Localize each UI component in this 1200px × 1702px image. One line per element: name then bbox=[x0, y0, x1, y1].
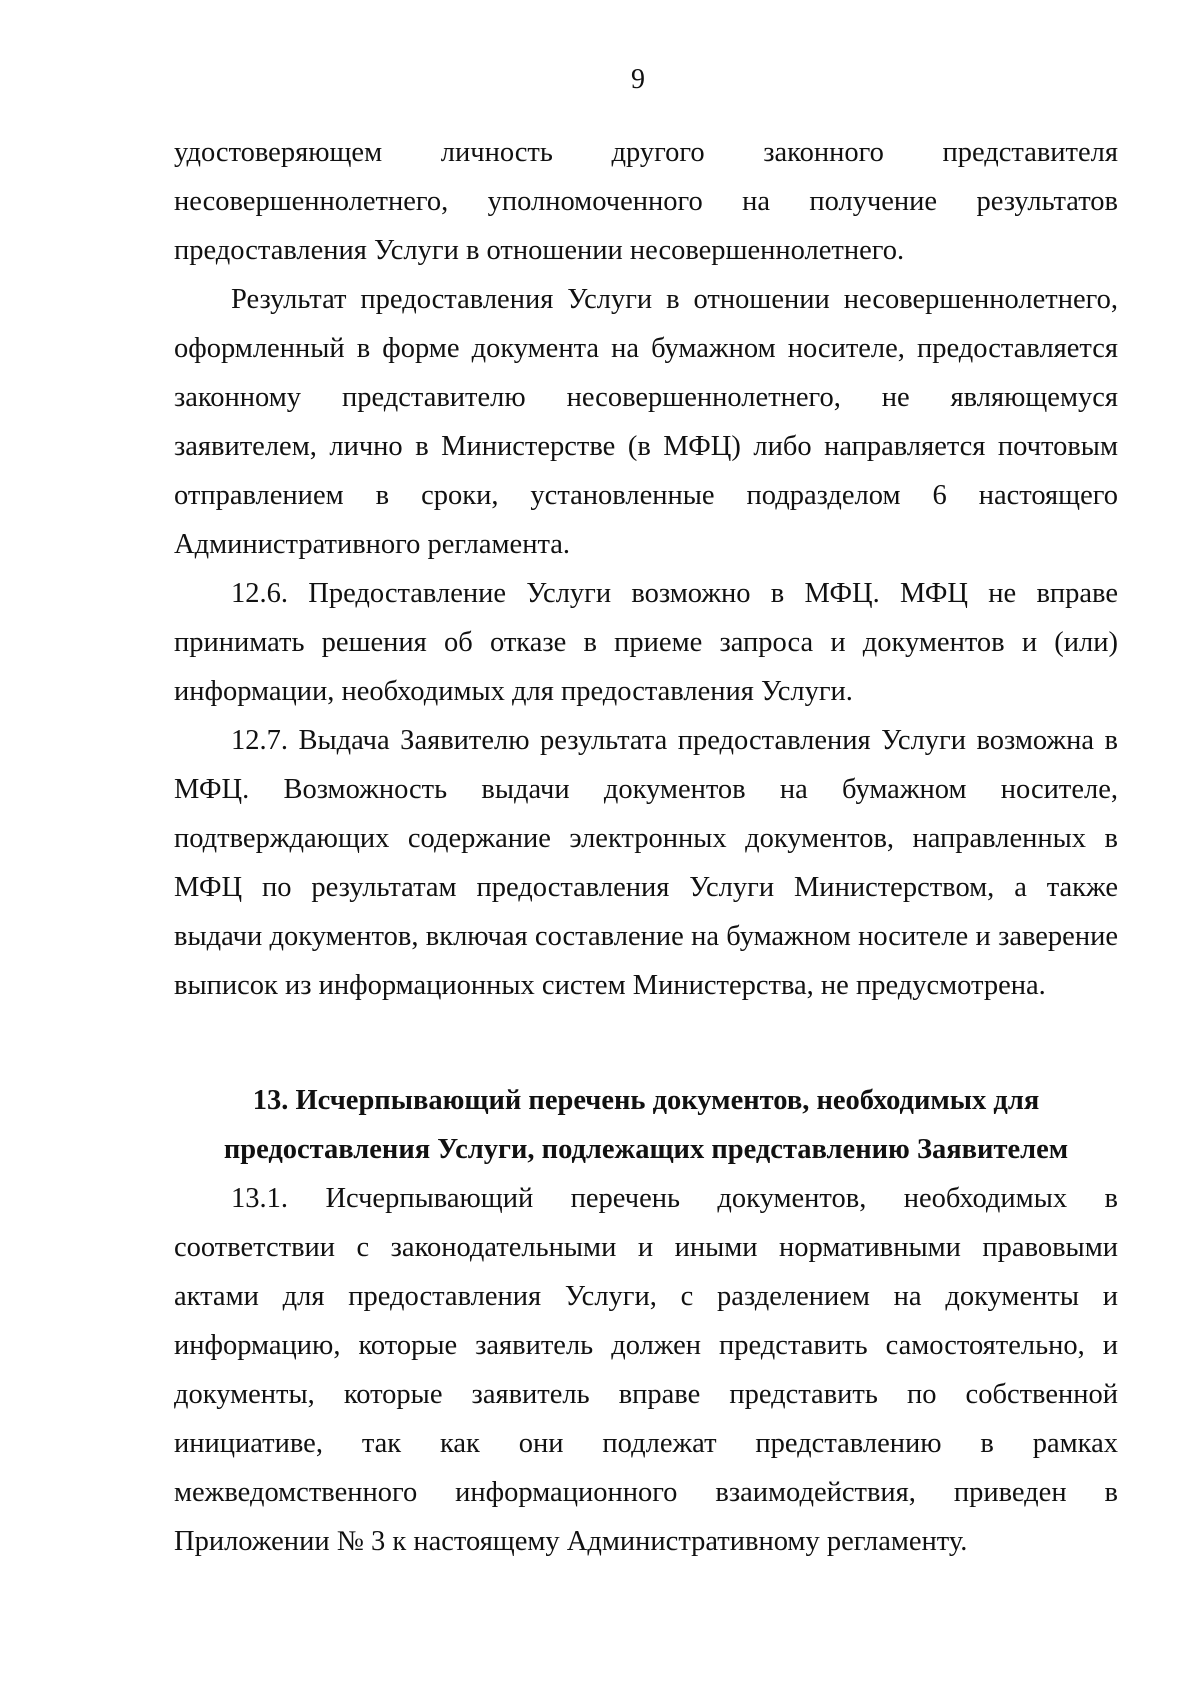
page-number: 9 bbox=[631, 64, 645, 95]
paragraph-12-6: 12.6. Предоставление Услуги возможно в МФЦ. МФЦ не вправе принимать решения об отказе в приеме запроса и документов и (или) информации, необходимых для предоставления Услуги. bbox=[174, 578, 1118, 707]
paragraph-result-delivery: Результат предоставления Услуги в отношении несовершеннолетнего, оформленный в форме документа на бумажном носителе, предоставляется законному представителю несовершеннолетнего, не являющемуся заявителем, лично в Министерстве (в МФЦ) либо направляется почтовым отправлением в сроки, установленные подразделом 6 настоящего Административного регламента. bbox=[174, 284, 1118, 560]
document-body bbox=[174, 128, 1118, 1566]
paragraph-12-7: 12.7. Выдача Заявителю результата предоставления Услуги возможна в МФЦ. Возможность выдачи документов на бумажном носителе, подтверждающих содержание электронных документов, направленных в МФЦ по результатам предоставления Услуги Министерством, а также выдачи документов, включая составление на бумажном носителе и заверение выписок из информационных систем Министерства, не предусмотрена. bbox=[174, 725, 1118, 1001]
paragraph-continuation: удостоверяющем личность другого законного представителя несовершеннолетнего, уполномоченного на получение результатов предоставления Услуги в отношении несовершеннолетнего. bbox=[174, 137, 1118, 266]
section-13-heading: 13. Исчерпывающий перечень документов, необходимых для предоставления Услуги, подлежащих представлению Заявителем bbox=[223, 1085, 1069, 1165]
paragraph-13-1: 13.1. Исчерпывающий перечень документов, необходимых в соответствии с законодательными и иными нормативными правовыми актами для предоставления Услуги, с разделением на документы и информацию, которые заявитель должен представить самостоятельно, и документы, которые заявитель вправе представить по собственной инициативе, так как они подлежат представлению в рамках межведомственного информационного взаимодействия, приведен в Приложении № 3 к настоящему Административному регламенту. bbox=[174, 1183, 1118, 1557]
